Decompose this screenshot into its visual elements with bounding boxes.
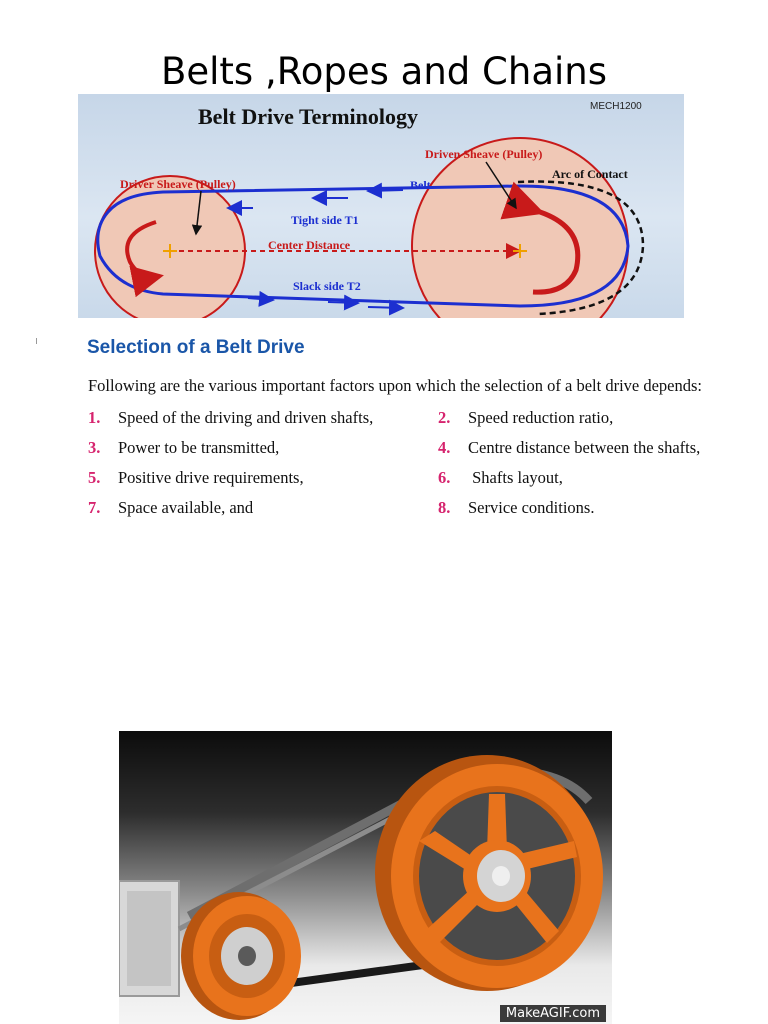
- factor-item: [438, 468, 563, 488]
- belt-drive-animation-image: [119, 731, 612, 1024]
- intro-text: Following are the various important factors upon which the selection of a belt drive depends:: [88, 376, 703, 395]
- factor-number: 1.: [88, 408, 101, 427]
- factor-text: Shafts layout,: [468, 468, 563, 487]
- factor-item: [438, 408, 613, 428]
- factor-item: [88, 408, 373, 428]
- driven-sheave-label: Driven Sheave (Pulley): [425, 147, 543, 161]
- driver-sheave-label: Driver Sheave (Pulley): [120, 177, 236, 191]
- diagram-heading: Belt Drive Terminology: [198, 104, 418, 129]
- factor-number: 3.: [88, 438, 101, 457]
- factor-text: Power to be transmitted,: [118, 438, 280, 457]
- arc-of-contact-label: Arc of Contact: [552, 167, 628, 181]
- factor-number: 4.: [438, 438, 451, 457]
- factor-text: Space available, and: [118, 498, 254, 517]
- belt-drive-terminology-diagram: [78, 94, 684, 318]
- factor-text: Service conditions.: [468, 498, 595, 517]
- stray-mark: [36, 338, 37, 344]
- factor-number: 7.: [88, 498, 101, 517]
- slack-side-label: Slack side T2: [293, 279, 361, 293]
- factor-number: 2.: [438, 408, 451, 427]
- factor-item: [88, 438, 279, 458]
- factor-item: [438, 498, 594, 518]
- makeagif-watermark: MakeAGIF.com: [500, 1005, 606, 1022]
- page-title: Belts ,Ropes and Chains: [160, 50, 608, 93]
- factor-text: Speed of the driving and driven shafts,: [118, 408, 374, 427]
- factor-text: Speed reduction ratio,: [468, 408, 614, 427]
- factor-number: 5.: [88, 468, 101, 487]
- factor-text: Centre distance between the shafts,: [468, 438, 701, 457]
- center-distance-label: Center Distance: [268, 238, 351, 252]
- diagram-code: MECH1200: [590, 101, 642, 112]
- factor-item: [88, 468, 304, 488]
- factor-number: 8.: [438, 498, 451, 517]
- factor-number: 6.: [438, 468, 451, 487]
- factor-item: [438, 438, 700, 458]
- factor-item: [88, 498, 253, 518]
- factor-text: Positive drive requirements,: [118, 468, 304, 487]
- belt-label: Belt: [410, 178, 431, 192]
- tight-side-label: Tight side T1: [291, 213, 359, 227]
- section-heading: Selection of a Belt Drive: [87, 337, 305, 358]
